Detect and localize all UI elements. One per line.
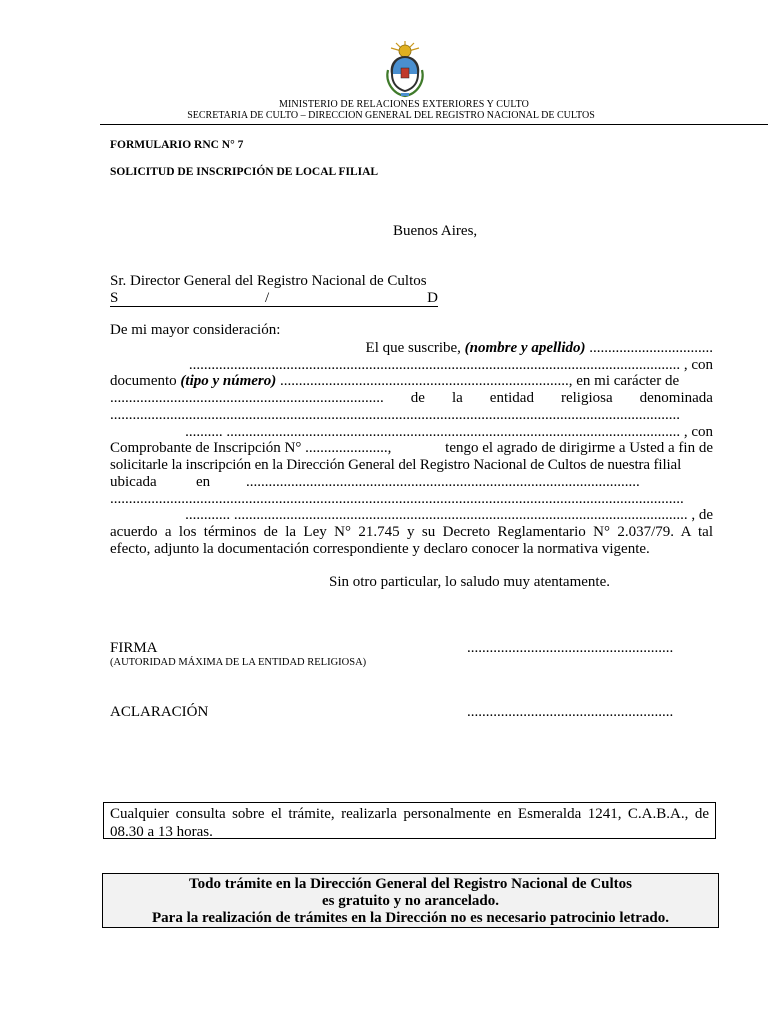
body-line-8: solicitarle la inscripción en la Dirección General del Registro Nacional de Cultos de nuestra filial xyxy=(110,457,682,473)
addressee-slash: / xyxy=(265,290,270,306)
body-line-7-rest: tengo el agrado de dirigirme a Usted a fin de xyxy=(445,440,713,456)
word-entidad: entidad xyxy=(489,390,534,406)
word-ubicada: ubicada xyxy=(110,474,157,490)
body-line-13: efecto, adjunto la documentación correspondiente y declaro conocer la normativa vigente. xyxy=(110,541,650,557)
free-notice-line-3: Para la realización de trámites en la Dirección no es necesario patrocinio letrado. xyxy=(152,910,669,926)
body-line-2: ................................................................................................................................... , con xyxy=(188,357,713,373)
city-date: Buenos Aires, xyxy=(393,223,478,239)
header-divider xyxy=(100,124,768,125)
clarification-label: ACLARACIÓN xyxy=(110,704,209,720)
free-procedure-notice-box xyxy=(102,873,719,928)
body-line-1 xyxy=(329,340,713,357)
consultation-notice-box xyxy=(103,802,716,839)
location-fill-line: ......................................................................................................... xyxy=(246,474,640,490)
form-title: SOLICITUD DE INSCRIPCIÓN DE LOCAL FILIAL xyxy=(110,166,379,178)
greeting: De mi mayor consideración: xyxy=(110,322,281,338)
word-religiosa: religiosa xyxy=(560,390,613,406)
closing: Sin otro particular, lo saludo muy atentamente. xyxy=(329,574,610,590)
body-line-5: ........................................................................................................................................................ xyxy=(110,407,680,423)
name-fill-line: ................................. xyxy=(585,340,713,356)
name-placeholder: (nombre y apellido) xyxy=(464,340,586,356)
addressee-sd-line xyxy=(110,290,438,307)
body-line-4 xyxy=(110,390,713,407)
inscription-number-field: Comprobante de Inscripción N° ......................, xyxy=(110,440,392,456)
signature-label: FIRMA xyxy=(110,640,158,656)
signature-line: ....................................................... xyxy=(467,640,674,656)
addressee-s: S xyxy=(110,290,119,306)
consultation-notice-text: Cualquier consulta sobre el trámite, realizarla personalmente en Esmeralda 1241, C.A.B.A., de 08.30 a 13 horas. xyxy=(110,806,709,840)
word-en: en xyxy=(196,474,211,490)
body-line-6: .......... ......................................................................................................................... , con xyxy=(185,424,713,440)
body-line-10: ......................................................................................................................................................... xyxy=(110,491,684,507)
free-notice-line-2: es gratuito y no arancelado. xyxy=(321,893,500,909)
body-line-7 xyxy=(110,440,713,457)
argentina-coat-of-arms-icon xyxy=(383,40,427,98)
clarification-line: ....................................................... xyxy=(467,704,674,720)
document-fill-line: ............................................................................., en mi carácter de xyxy=(276,373,680,389)
document-placeholder: (tipo y número) xyxy=(180,373,277,389)
document-label: documento xyxy=(110,373,181,389)
addressee-d: D xyxy=(427,290,438,306)
free-notice-line-1: Todo trámite en la Dirección General del Registro Nacional de Cultos xyxy=(188,876,632,892)
body-line-12: acuerdo a los términos de la Ley N° 21.745 y su Decreto Reglamentario N° 2.037/79. A tal xyxy=(110,524,713,540)
addressee: Sr. Director General del Registro Nacional de Cultos xyxy=(110,273,427,289)
word-de: de xyxy=(410,390,425,406)
secretariat-heading: SECRETARIA DE CULTO – DIRECCION GENERAL DEL REGISTRO NACIONAL DE CULTOS xyxy=(187,110,595,121)
signature-note: (AUTORIDAD MÁXIMA DE LA ENTIDAD RELIGIOSA) xyxy=(110,657,367,668)
role-fill-line: ......................................................................... xyxy=(110,390,384,406)
form-code: FORMULARIO RNC N° 7 xyxy=(110,139,244,151)
word-denominada: denominada xyxy=(639,390,713,406)
body-line-3 xyxy=(110,373,713,390)
word-la: la xyxy=(451,390,463,406)
body-line-1-text: El que suscribe, xyxy=(365,340,465,356)
ministry-heading: MINISTERIO DE RELACIONES EXTERIORES Y CULTO xyxy=(279,99,529,110)
body-line-11: ............ ......................................................................................................................... , de xyxy=(185,507,713,523)
